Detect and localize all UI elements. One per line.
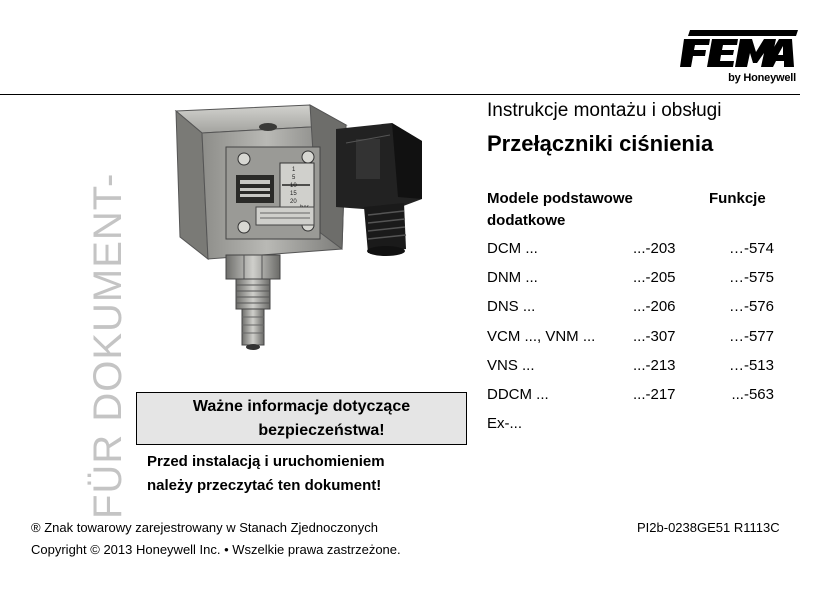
trademark-note: ® Znak towarowy zarejestrowany w Stanach Zjednoczonych xyxy=(31,520,379,535)
svg-text:10: 10 xyxy=(290,183,297,189)
svg-text:1: 1 xyxy=(292,167,296,173)
models-table xyxy=(487,240,787,444)
svg-text:20: 20 xyxy=(290,199,297,205)
fema-logo-mark xyxy=(676,30,798,70)
models-table-header xyxy=(487,188,787,232)
header-rule xyxy=(0,94,800,95)
table-row xyxy=(487,415,787,444)
model-code: ...-217 xyxy=(633,385,676,403)
function-code: …-513 xyxy=(728,356,774,374)
function-code: …-576 xyxy=(728,298,774,316)
read-note-line2: należy przeczytać ten dokument! xyxy=(147,477,382,494)
model-code: ...-203 xyxy=(633,240,676,257)
col-models-label: Modele podstawowe xyxy=(487,190,633,207)
pressure-switch-illustration xyxy=(160,103,460,363)
model-name: VCM ..., VNM ... xyxy=(487,327,596,345)
read-note-line1: Przed instalacją i uruchomieniem xyxy=(147,453,385,470)
pressure-switch-image xyxy=(160,103,460,363)
model-name: Ex-... xyxy=(487,415,523,433)
table-row xyxy=(487,269,787,298)
model-code: ...-205 xyxy=(633,269,676,287)
document-subtitle: Instrukcje montażu i obsługi xyxy=(487,100,722,121)
svg-text:15: 15 xyxy=(290,191,297,197)
model-name: DNM ... xyxy=(487,269,538,287)
copyright-note: Copyright © 2013 Honeywell Inc. • Wszelkie prawa zastrzeżone. xyxy=(31,542,401,557)
function-code: …-577 xyxy=(728,327,774,345)
svg-text:5: 5 xyxy=(292,175,296,181)
function-code: …-575 xyxy=(728,269,774,287)
document-title: Przełączniki ciśnienia xyxy=(487,131,714,156)
model-code: ...-206 xyxy=(633,298,676,316)
table-row xyxy=(487,328,787,357)
model-name: DCM ... xyxy=(487,240,538,257)
table-row xyxy=(487,240,787,269)
model-code: ...-307 xyxy=(633,327,676,345)
col-models-label-line2: dodatkowe xyxy=(487,212,566,229)
safety-warning-line2: bezpieczeństwa! xyxy=(258,422,385,439)
read-before-install-note xyxy=(147,450,385,498)
model-code: ...-213 xyxy=(633,356,676,374)
model-name: DDCM ... xyxy=(487,385,549,403)
table-row xyxy=(487,357,787,386)
table-row xyxy=(487,386,787,415)
function-code: ...-563 xyxy=(731,385,774,403)
document-number: PI2b-0238GE51 R1113C xyxy=(637,520,780,535)
vertical-watermark: FÜR DOKUMENT- xyxy=(86,172,130,519)
function-code: …-574 xyxy=(728,240,774,257)
safety-warning-box xyxy=(136,392,467,445)
fema-logo xyxy=(676,30,798,88)
logo-subtitle: by Honeywell xyxy=(728,72,796,84)
col-functions-label: Funkcje xyxy=(709,190,766,207)
table-row xyxy=(487,298,787,327)
safety-warning-line1: Ważne informacje dotyczące xyxy=(192,398,411,415)
model-name: VNS ... xyxy=(487,356,535,374)
model-name: DNS ... xyxy=(487,298,536,316)
